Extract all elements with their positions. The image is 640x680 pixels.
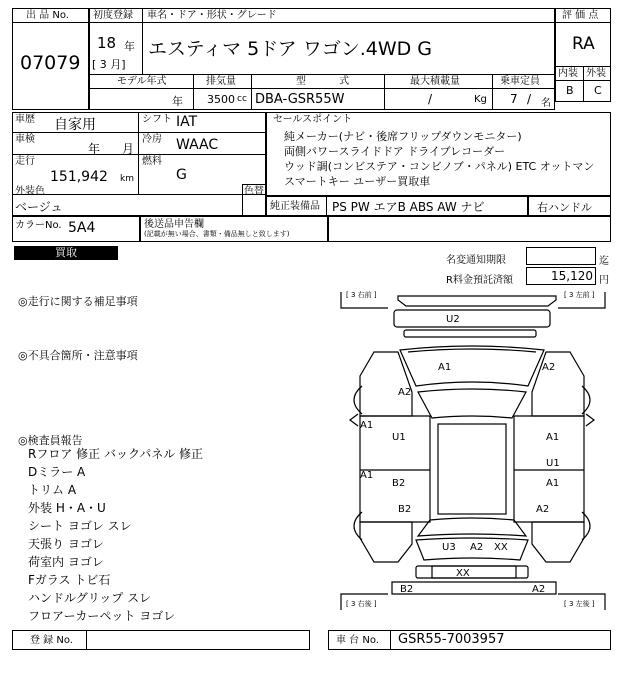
model-type-label: 型 式 — [296, 76, 350, 87]
history-value: 自家用 — [54, 117, 96, 133]
recycle-label: R料金預託済額 — [446, 275, 513, 286]
buy-badge: 買取 — [14, 246, 118, 260]
inspector-line: 天張り ヨゴレ — [28, 537, 104, 551]
fuel-value: G — [176, 167, 187, 183]
damage-mark: A1 — [546, 432, 560, 443]
chassis-number: GSR55-7003957 — [398, 632, 505, 647]
grade-score: RA — [572, 34, 595, 54]
first-registration-year-unit: 年 — [124, 40, 135, 53]
inspector-line: トリム A — [28, 483, 77, 497]
chassis-number-label: 車 台 No. — [336, 635, 379, 646]
inspector-line: シート ヨゴレ スレ — [28, 519, 132, 533]
inspector-line: Fガラス トビ石 — [28, 573, 111, 587]
first-registration-label: 初度登録 — [93, 10, 133, 21]
damage-mark: B2 — [398, 504, 412, 515]
max-load-unit: Kg — [474, 94, 487, 105]
damage-mark: B2 — [400, 584, 414, 595]
damage-mark: XX — [456, 568, 470, 579]
history-label: 車歴 — [15, 114, 35, 125]
inspector-line: Rフロア 修正 バックパネル 修正 — [28, 447, 204, 461]
capacity-value: 7 — [510, 92, 518, 106]
sales-point-line: 純メーカー(ナビ・後席フリップダウンモニター) — [284, 130, 522, 143]
exterior-grade: C — [594, 84, 602, 97]
handle-position: 右ハンドル — [537, 201, 592, 214]
car-name-label: 車名・ドア・形状・グレード — [147, 10, 277, 21]
displacement-unit: cc — [237, 94, 247, 104]
corner-label-rear-right: [ 3 右後 ] — [346, 600, 377, 608]
inspection-month-unit: 月 — [122, 142, 135, 156]
mileage-value: 151,942 — [50, 169, 108, 185]
shift-label: シフト — [142, 114, 172, 125]
mileage-label: 走行 — [15, 156, 35, 167]
inspector-line: 外装 H・A・U — [28, 501, 106, 515]
inspector-line: ハンドルグリップ スレ — [28, 591, 152, 605]
first-registration-month: [ 3 月] — [92, 58, 126, 71]
lot-number-label: 出 品 No. — [26, 10, 69, 21]
damage-mark: A1 — [360, 420, 374, 431]
color-label: 外装色 — [15, 186, 45, 197]
lot-number: 07079 — [20, 52, 81, 74]
equipment-label: 純正装備品 — [270, 201, 320, 212]
displacement-value: 3500 — [207, 93, 235, 106]
ac-label: 冷房 — [142, 134, 162, 145]
damage-mark: B2 — [392, 478, 406, 489]
capacity-unit: 名 — [541, 98, 551, 109]
defect-notes-label: ◎不具合箇所・注意事項 — [18, 349, 138, 362]
name-change-unit: 迄 — [599, 256, 609, 267]
inspector-report-label: ◎検査員報告 — [18, 434, 83, 447]
exterior-label: 外装 — [586, 68, 606, 79]
damage-mark: U1 — [546, 458, 560, 469]
model-type-value: DBA-GSR55W — [255, 92, 345, 107]
sales-point-line: 両側パワースライドドア ドライブレコーダー — [284, 145, 506, 158]
corner-label-front-right: [ 3 右前 ] — [346, 291, 377, 299]
sales-point-line: スマートキー ユーザー買取車 — [284, 175, 431, 188]
damage-mark: XX — [494, 542, 508, 553]
damage-mark: A1 — [438, 362, 452, 373]
corner-label-front-left: [ 3 左前 ] — [564, 291, 595, 299]
registration-number-label: 登 録 No. — [30, 635, 73, 646]
inspection-label: 車検 — [15, 134, 35, 145]
grade-label: 評 価 点 — [562, 10, 599, 21]
inspector-line: 荷室内 ヨゴレ — [28, 555, 104, 569]
damage-mark: A1 — [546, 478, 560, 489]
max-load-label: 最大積載量 — [410, 76, 460, 87]
damage-mark: A2 — [536, 504, 550, 515]
ac-value: WAAC — [176, 137, 219, 153]
equipment-items: PS PW エアB ABS AW ナビ — [332, 200, 485, 214]
displacement-label: 排気量 — [206, 76, 236, 87]
documents-label: 後送品申告欄 — [144, 219, 204, 230]
color-code-value: 5A4 — [68, 220, 96, 236]
damage-mark: U1 — [392, 432, 406, 443]
inspector-line: Dミラー A — [28, 465, 86, 479]
damage-mark: U3 — [442, 542, 456, 553]
inspector-line: フロアーカーペット ヨゴレ — [28, 609, 176, 623]
inspection-year-unit: 年 — [88, 142, 101, 156]
color-code-label: カラーNo. — [15, 220, 62, 231]
damage-mark: A2 — [542, 362, 556, 373]
sales-points-label: セールスポイント — [273, 114, 353, 125]
recycle-unit: 円 — [599, 275, 609, 286]
interior-label: 内装 — [558, 68, 578, 79]
corner-label-rear-left: [ 3 左後 ] — [564, 600, 595, 608]
max-load-slash: / — [428, 92, 433, 106]
model-year-unit: 年 — [172, 95, 183, 108]
model-year-label: モデル年式 — [117, 76, 167, 87]
first-registration-year: 18 — [97, 34, 117, 52]
shift-value: IAT — [176, 114, 198, 130]
name-change-label: 名変通知期限 — [446, 255, 506, 266]
damage-mark: A2 — [398, 387, 412, 398]
capacity-label: 乗車定員 — [500, 76, 540, 87]
interior-grade: B — [566, 84, 574, 97]
damage-mark: A1 — [360, 470, 374, 481]
documents-note: (記載が無い場合、書類・備品無しと致します) — [144, 230, 290, 238]
mileage-unit: km — [120, 174, 134, 184]
damage-mark: A2 — [470, 542, 484, 553]
damage-mark: U2 — [446, 314, 460, 325]
driving-notes-label: ◎走行に関する補足事項 — [18, 295, 138, 308]
recycle-amount: 15,120 — [551, 269, 593, 283]
damage-mark: A2 — [532, 584, 546, 595]
color-change-label: 色替 — [244, 186, 264, 197]
fuel-label: 燃料 — [142, 156, 162, 167]
capacity-slash: / — [527, 92, 532, 106]
car-name: エスティマ 5ドア ワゴン.4WD G — [148, 38, 433, 60]
color-value: ベージュ — [15, 200, 63, 214]
sales-point-line: ウッド調(コンビステア・コンビノブ・パネル) ETC オットマン — [284, 160, 595, 173]
